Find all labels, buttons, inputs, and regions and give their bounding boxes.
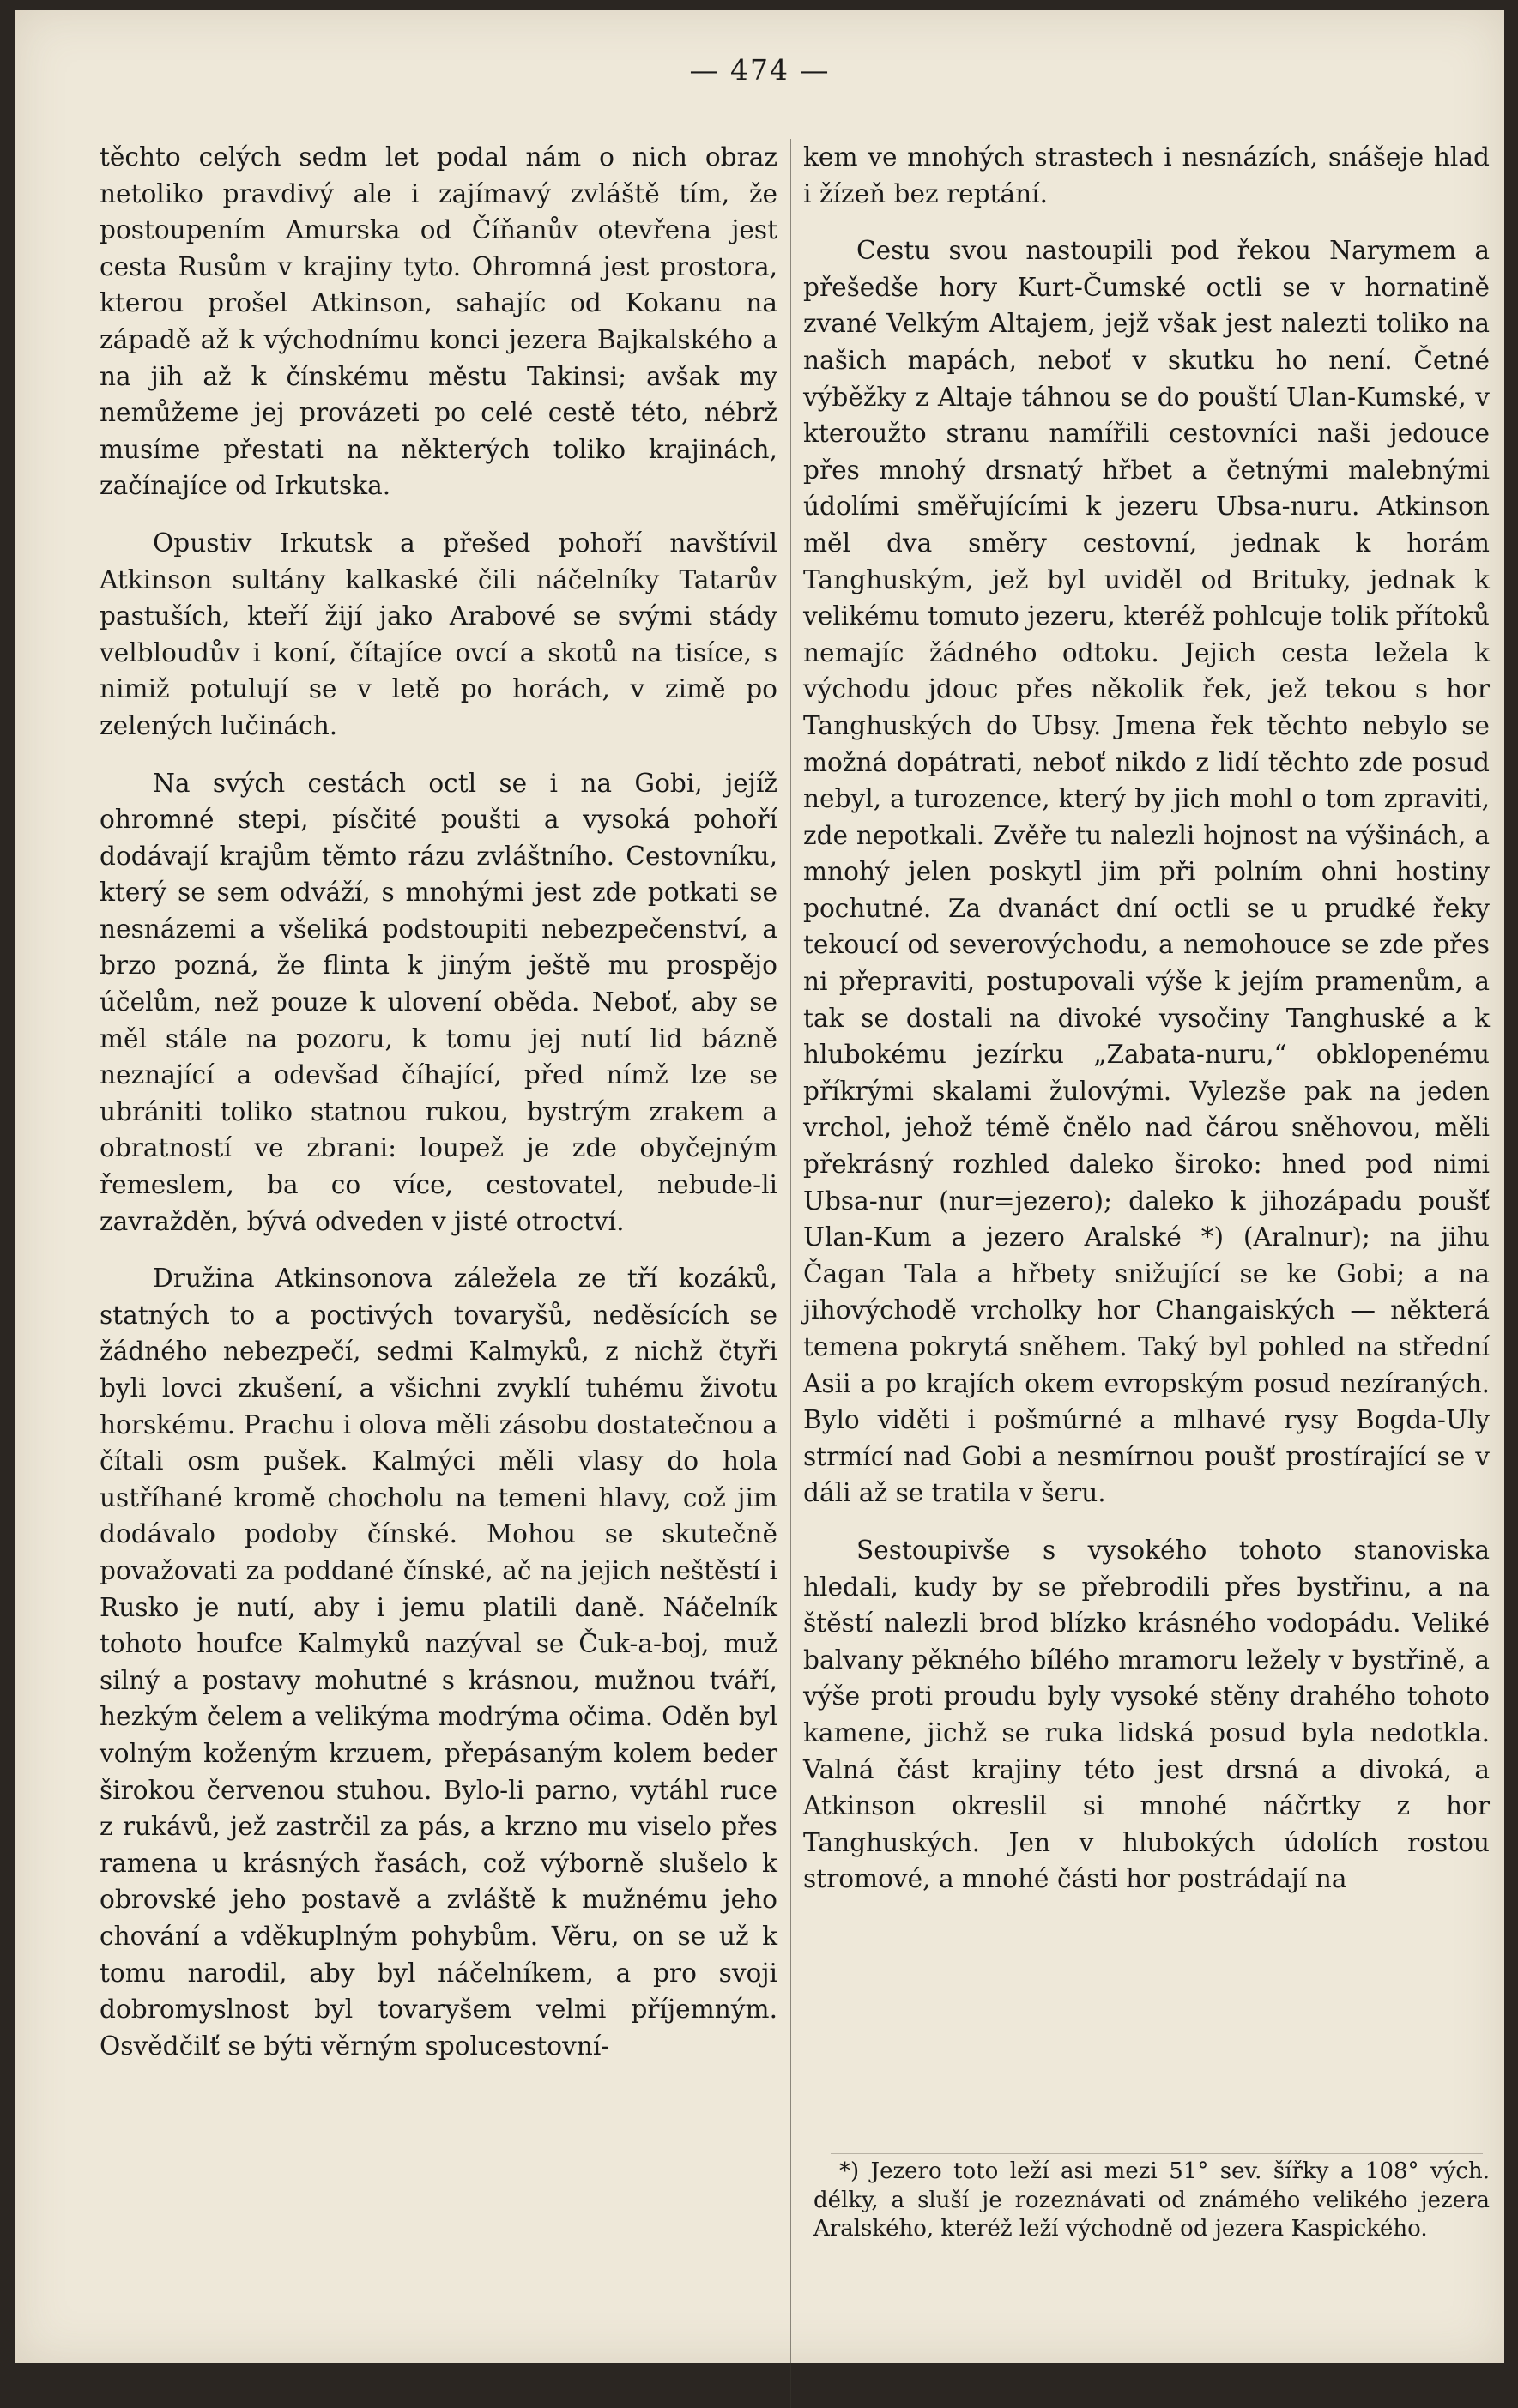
footnote-text: *) Jezero toto leží asi mezi 51° sev. šířky a 108° vých. délky, a sluší je rozeznávati od známého velikého jezera Aralského, kteréž leží východně od jezera Kaspického. [813,2158,1490,2242]
book-page [15,10,1504,2363]
page-number: — 474 — [689,53,831,87]
paragraph: Na svých cestách octl se i na Gobi, jejíž ohromné stepi, písčité poušti a vysoká pohoří dodávají krajům těmto rázu zvláštního. Cestovníku, který se sem odváží, s mnohými jest zde potkati se nesnázemi a všeliká podstoupiti nebezpečenství, a brzo pozná, že flinta k jiným ještě mu prospějo účelům, než pouze k ulovení oběda. Neboť, aby se měl stále na pozoru, k tomu jej nutí lid bázně neznající a odevšad číhající, před nímž lze se ubrániti toliko statnou rukou, bystrým zrakem a obratností ve zbrani: loupež je zde obyčejným řemeslem, ba co více, cestovatel, nebude-li zavražděn, bývá odveden v jisté otroctví. [100,768,777,1236]
column-divider [790,139,791,2408]
paragraph: Sestoupivše s vysokého tohoto stanoviska hledali, kudy by se přebrodili přes bystřinu, a na štěstí nalezli brod blízko krásného vodopádu. Veliké balvany pěkného bílého mramoru ležely v bystřině, a výše proti proudu byly vysoké stěny drahého tohoto kamene, jichž se ruka lidská posud byla nedotkla. Valná část krajiny této jest drsná a divoká, a Atkinson okreslil si mnohé náčrtky z hor Tanghuských. Jen v hlubokých údolích rostou stromové, a mnohé části hor postrádají na [803,1535,1490,1894]
footnote-rule [831,2153,1483,2154]
footnote [813,2158,1490,2244]
paragraph: Družina Atkinsonova záležela ze tří kozáků, statných to a poctivých tovaryšů, neděsících se žádného nebezpečí, sedmi Kalmyků, z nichž čtyři byli lovci zkušení, a všichni zvyklí tuhému životu horskému. Prachu i olova měli zásobu dostatečnou a čítali osm pušek. Kalmýci měli vlasy do hola ustříhané kromě chocholu na temeni hlavy, což jim dodávalo podoby čínské. Mohou se skutečně považovati za poddané čínské, ač na jejich neštěstí i Rusko je nutí, aby i jemu platili daně. Náčelník tohoto houfce Kalmyků nazýval se Čuk-a-boj, muž silný a postavy mohutné s krásnou, mužnou tváří, hezkým čelem a velikýma modrýma očima. Oděn byl volným koženým krzuem, přepásaným kolem beder širokou červenou stuhou. Bylo-li parno, vytáhl ruce z rukávů, jež zastrčil za pás, a krzno mu viselo přes ramena u krásných řasách, což výborně slušelo k obrovské jeho postavě a zvláště k mužnému jeho chování a vděkuplným pohybům. Věru, on se už k tomu narodil, aby byl náčelníkem, a pro svoji dobromyslnost byl tovaryšem velmi příjemným. Osvědčilť se býti věrným spolucestovní- [100,1264,777,2061]
paragraph: Cestu svou nastoupili pod řekou Narymem a přešedše hory Kurt-Čumské octli se v hornatině zvané Velkým Altajem, jejž však jest nalezti toliko na našich mapách, neboť v skutku ho není. Četné výběžky z Altaje táhnou se do pouští Ulan-Kumské, v kteroužto stranu namířili cestovníci naši jedouce přes mnohý drsnatý hřbet a četnými malebnými údolími směřujícími k jezeru Ubsa-nuru. Atkinson měl dva směry cestovní, jednak k horám Tanghuským, jež byl uviděl od Brituky, jednak k velikému tomuto jezeru, kteréž pohlcuje tolik přítoků nemajíc žádného odtoku. Jejich cesta ležela k východu jdouc přes několik řek, jež tekou s hor Tanghuských do Ubsy. Jmena řek těchto nebylo se možná dopátrati, neboť nikdo z lidí těchto zde posud nebyl, a turozence, který by jich mohl o tom zpraviti, zde nepotkali. Zvěře tu nalezli hojnost na výšinách, a mnohý jelen poskytl jim při polním ohni hostiny pochutné. Za dvanáct dní octli se u prudké řeky tekoucí od severovýchodu, a nemohouce se zde přes ni přepraviti, postupovali výše k jejím pramenům, a tak se dostali na divoké vysočiny Tanghuské a k hlubokému jezírku „Zabata-nuru,“ obklopenému příkrými skalami žulovými. Vylezše pak na jeden vrchol, jehož témě čnělo nad čárou sněhovou, měli překrásný rozhled daleko široko: hned pod nimi Ubsa-nur (nur=jezero); daleko k jihozápadu poušť Ulan-Kum a jezero Aralské *) (Aralnur); na jihu Čagan Tala a hřbety snižující se ke Gobi; a na jihovýchodě vrcholky hor Changaiských — některá temena pokrytá sněhem. Taký byl pohled na střední Asii a po krajích okem evropským posud nezíraných. Bylo viděti i pošmúrné a mlhavé rysy Bogda-Uly strmící nad Gobi a nesmírnou poušť prostírající se v dáli až se tratila v šeru. [803,236,1490,1508]
paragraph: Opustiv Irkutsk a přešed pohoří navštívil Atkinson sultány kalkaské čili náčelníky Tatarův pastuších, kteří žijí jako Arabové se svými stády velbloudův i koní, čítajíce ovcí a skotů na tisíce, s nimiž potulují se v letě po horách, v zimě po zelených lučinách. [100,528,777,740]
right-column [803,139,1490,1898]
paragraph: kem ve mnohých strastech i nesnázích, snášeje hlad i žízeň bez reptání. [803,142,1490,208]
paragraph: těchto celých sedm let podal nám o nich obraz netoliko pravdivý ale i zajímavý zvláště tím, že postoupením Amurska od Číňanův otevřena jest cesta Rusům v krajiny tyto. Ohromná jest prostora, kterou prošel Atkinson, sahajíc od Kokanu na západě až k východnímu konci jezera Bajkalského a na jih až k čínskému městu Takinsi; avšak my nemůžeme jej provázeti po celé cestě této, nébrž musíme přestati na některých toliko krajinách, začínajíce od Irkutska. [100,142,777,501]
left-column [100,139,777,2064]
